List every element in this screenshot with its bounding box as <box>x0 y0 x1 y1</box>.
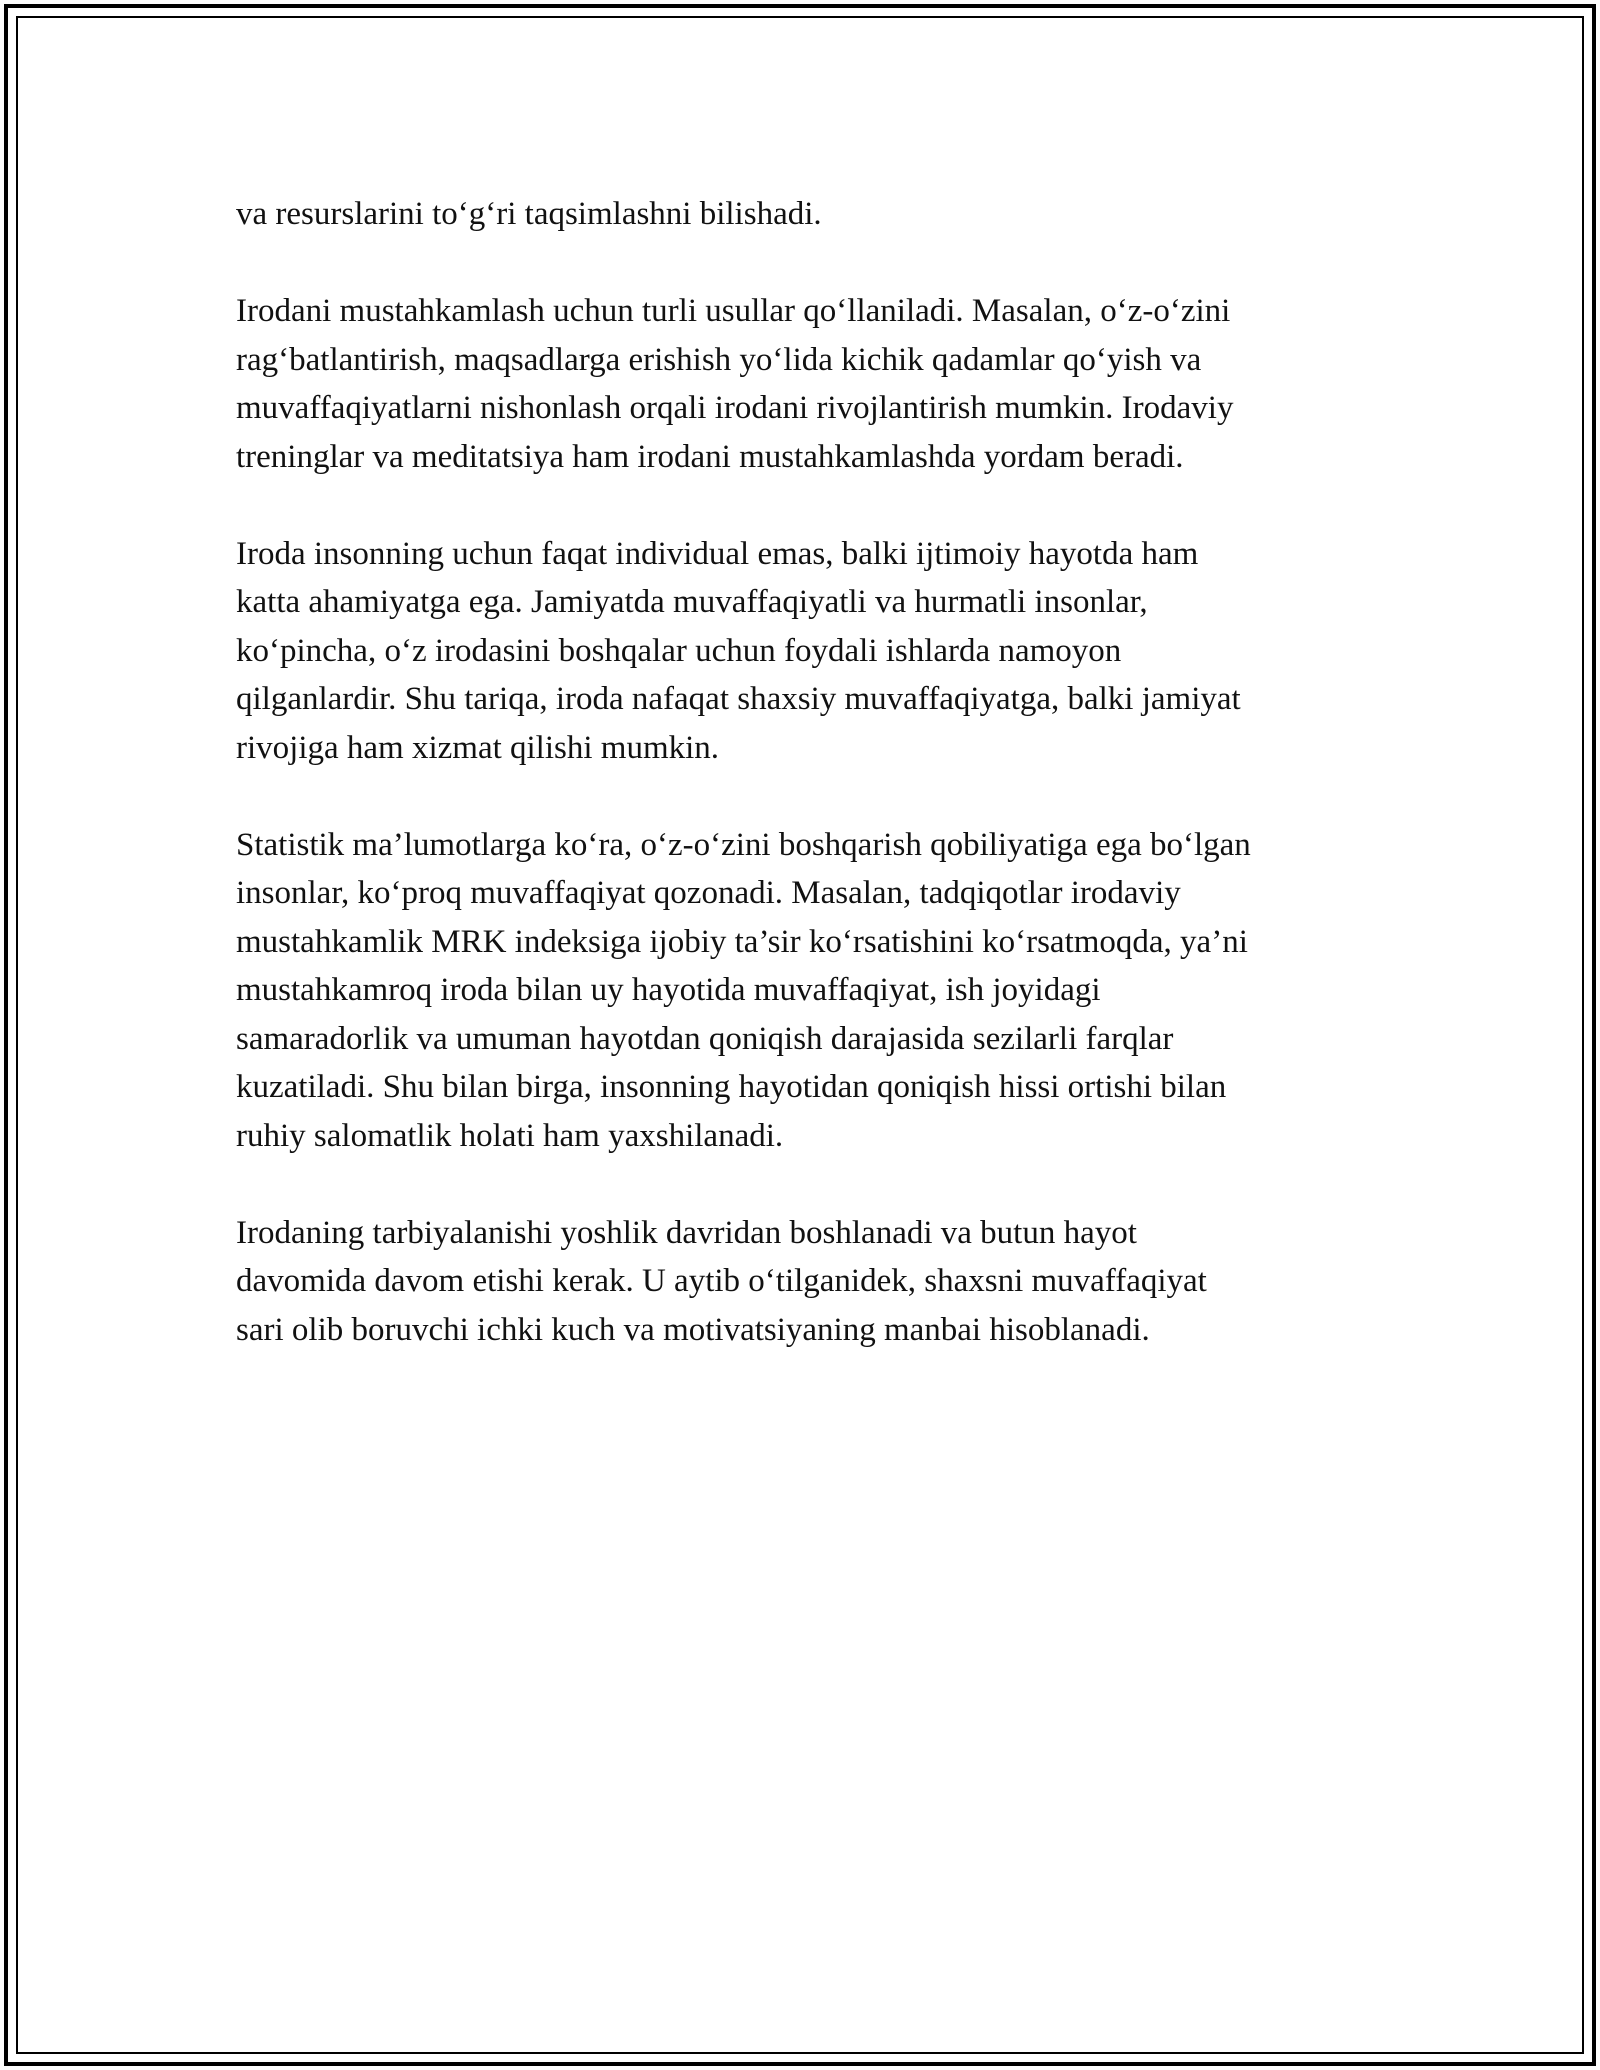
text-line: ko‘pincha, o‘z irodasini boshqalar uchun foydali ishlarda namoyon <box>236 632 1122 669</box>
text-line: Irodaning tarbiyalanishi yoshlik davridan boshlanadi va butun hayot <box>236 1214 1137 1251</box>
text-line: rivojiga ham xizmat qilishi mumkin. <box>236 729 720 766</box>
text-line: kuzatiladi. Shu bilan birga, insonning hayotidan qoniqish hissi ortishi bilan <box>236 1069 1227 1105</box>
text-line: muvaffaqiyatlarni nishonlash orqali irodani rivojlantirish mumkin. Irodaviy <box>236 390 1234 426</box>
text-line: katta ahamiyatga ega. Jamiyatda muvaffaqiyatli va hurmatli insonlar, <box>236 584 1148 620</box>
text-line: mustahkamroq iroda bilan uy hayotida muvaffaqiyat, ish joyidagi <box>236 972 1101 1008</box>
text-line: davomida davom etishi kerak. U aytib o‘tilganidek, shaxsni muvaffaqiyat <box>236 1263 1207 1299</box>
text-line: ruhiy salomatlik holati ham yaxshilanadi. <box>236 1117 784 1154</box>
text-line: qilganlardir. Shu tariqa, iroda nafaqat shaxsiy muvaffaqiyatga, balki jamiyat <box>236 681 1241 717</box>
paragraph-5 <box>236 1209 1376 1355</box>
text-line: va resurslarini to‘g‘ri taqsimlashni bilishadi. <box>236 196 822 232</box>
text-line: samaradorlik va umuman hayotdan qoniqish darajasida sezilarli farqlar <box>236 1020 1174 1057</box>
paragraph-2 <box>236 287 1376 481</box>
text-line: sari olib boruvchi ichki kuch va motivatsiyaning manbai hisoblanadi. <box>236 1311 1150 1348</box>
text-line: rag‘batlantirish, maqsadlarga erishish yo‘lida kichik qadamlar qo‘yish va <box>236 341 1202 378</box>
text-line: Irodani mustahkamlash uchun turli usullar qo‘llaniladi. Masalan, o‘z-o‘zini <box>236 293 1231 329</box>
paragraph-4 <box>236 821 1376 1161</box>
document-body <box>236 190 1376 1403</box>
text-line: mustahkamlik MRK indeksiga ijobiy ta’sir ko‘rsatishini ko‘rsatmoqda, ya’ni <box>236 923 1248 960</box>
text-line: Statistik ma’lumotlarga ko‘ra, o‘z-o‘zini boshqarish qobiliyatiga ega bo‘lgan <box>236 826 1251 863</box>
text-line: treninglar va meditatsiya ham irodani mustahkamlashda yordam beradi. <box>236 438 1184 475</box>
text-line: Iroda insonning uchun faqat individual emas, balki ijtimoiy hayotda ham <box>236 535 1199 572</box>
paragraph-1 <box>236 190 1376 239</box>
paragraph-3 <box>236 530 1376 773</box>
text-line: insonlar, ko‘proq muvaffaqiyat qozonadi. Masalan, tadqiqotlar irodaviy <box>236 875 1181 911</box>
